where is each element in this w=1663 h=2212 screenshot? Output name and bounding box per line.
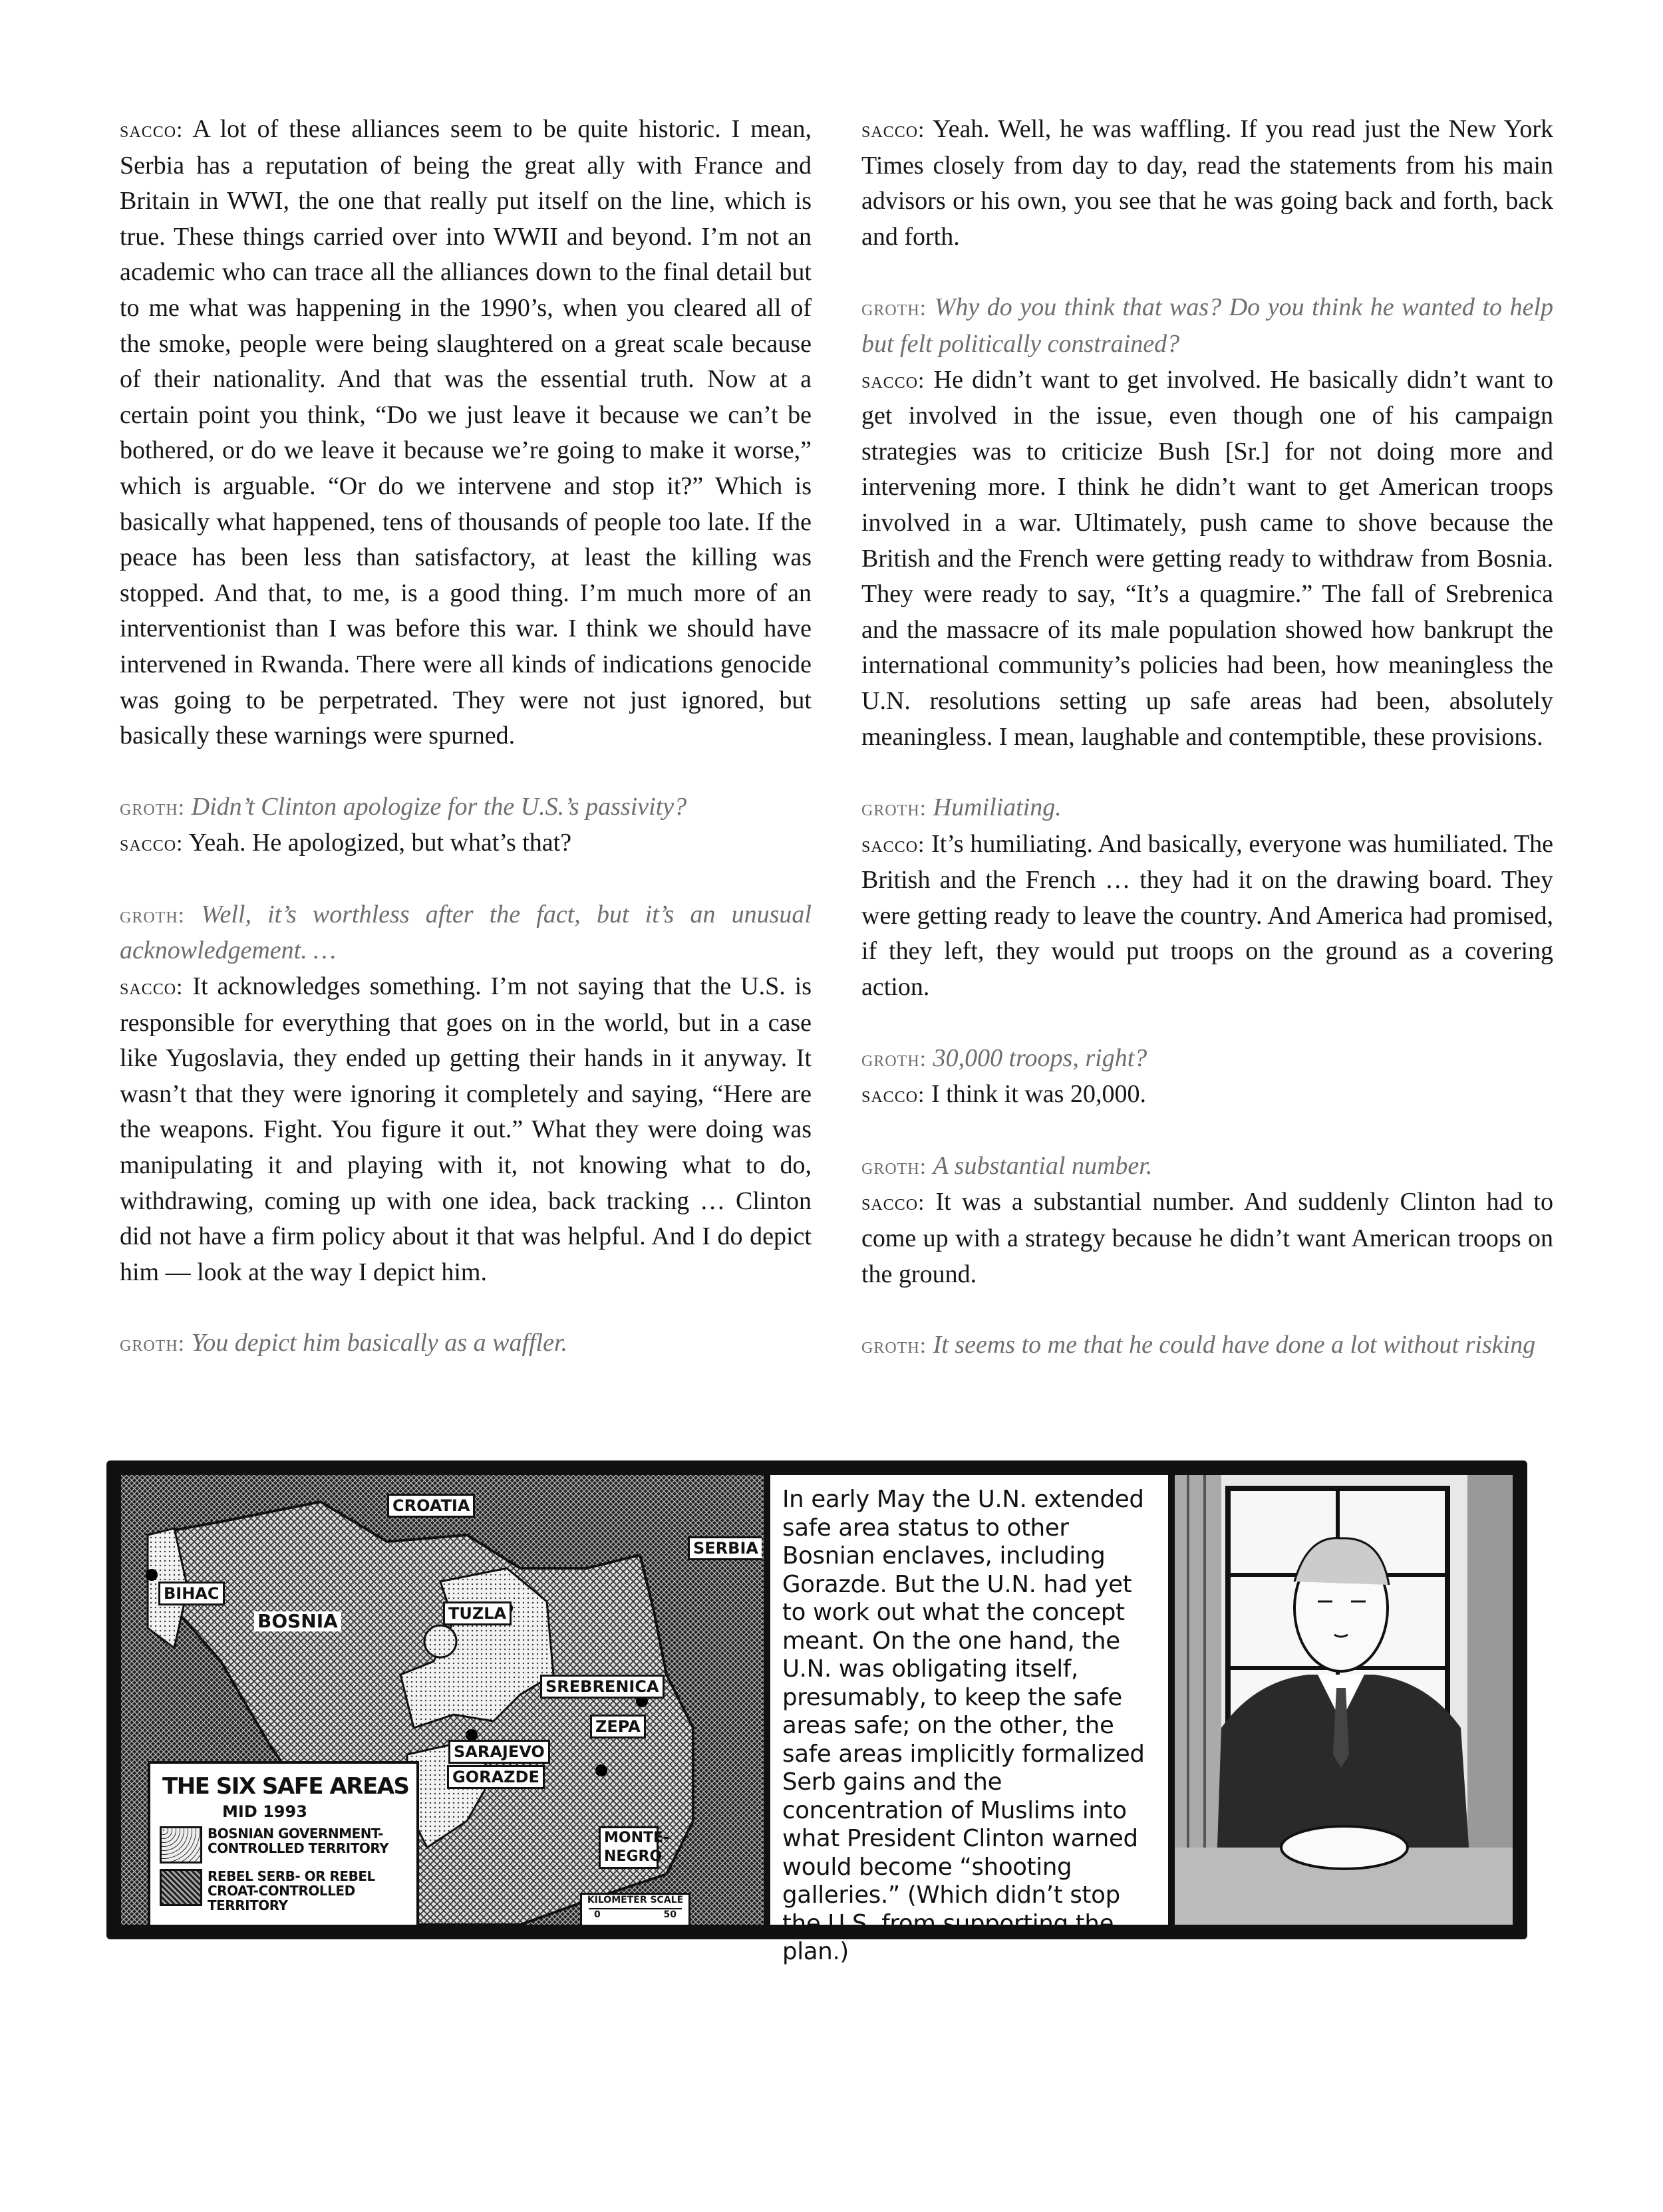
speaker-label: sacco:: [120, 831, 184, 857]
map-label-montenegro: MONTE-NEGRO: [599, 1826, 659, 1869]
paragraph-text: Well, it’s worthless after the fact, but it’s an unusual acknowledgement. …: [120, 900, 812, 965]
paragraph-text: Humiliating.: [933, 793, 1062, 822]
scale-min: 0: [594, 1909, 601, 1920]
city-zepa: ZEPA: [590, 1715, 646, 1738]
right-text-column: [861, 112, 1553, 1399]
paragraph-text: I think it was 20,000.: [931, 1080, 1146, 1109]
groth-paragraph: [861, 290, 1553, 362]
paragraph-text: You depict him basically as a waffler.: [191, 1329, 568, 1357]
paragraph-text: Why do you think that was? Do you think he wanted to help but felt politically constrained?: [861, 293, 1554, 358]
sacco-paragraph: [120, 112, 812, 754]
speaker-label: groth:: [861, 796, 927, 821]
speaker-label: groth:: [861, 1046, 927, 1071]
groth-paragraph: [120, 789, 812, 826]
groth-paragraph: [120, 1325, 812, 1362]
president-illustration: [1175, 1475, 1513, 1925]
map-label-serbia: SERBIA: [688, 1536, 762, 1560]
comic-caption-box: [770, 1475, 1168, 1965]
city-gorazde: GORAZDE: [447, 1765, 545, 1789]
paragraph-text: Yeah. Well, he was waffling. If you read just the New York Times closely from day to day, read the statements from his main advisors or his own, you see that he was going back and forth, back and forth.: [861, 115, 1554, 251]
city-srebrenica: SREBRENICA: [540, 1675, 665, 1699]
legend-swatch-rebel: [160, 1869, 202, 1906]
paragraph-text: A substantial number.: [933, 1151, 1153, 1180]
clinton-portrait: [1175, 1475, 1513, 1925]
scale-label: KILOMETER SCALE: [587, 1895, 684, 1905]
bosnia-map: [121, 1475, 764, 1925]
city-sarajevo: SARAJEVO: [448, 1740, 550, 1764]
speaker-label: sacco:: [861, 832, 925, 857]
sacco-paragraph: [120, 825, 812, 862]
speaker-label: sacco:: [120, 975, 184, 1000]
paragraph-text: He didn’t want to get involved. He basically didn’t want to get involved in the issue, even though one of his campaign strategies was to criticize Bush [Sr.] for not doing more and intervening more. I think he didn’t want to get American troops involved in a war. Ultimately, push came to shove because the British and the French were getting ready to withdraw from Bosnia. They were ready to say, “It’s a quagmire.” The fall of Srebrenica and the massacre of its male population showed how bankrupt the international community’s policies had been, how meaningless the U.N. resolutions setting up safe areas had been, absolutely meaningless. I mean, laughable and contemptible, these provisions.: [861, 365, 1554, 751]
speaker-label: groth:: [120, 795, 186, 820]
sacco-paragraph: [120, 969, 812, 1290]
map-label-bosnia: BOSNIA: [254, 1611, 341, 1631]
map-legend: [148, 1761, 419, 1925]
scale-max: 50: [663, 1909, 677, 1920]
speaker-label: sacco:: [861, 1190, 925, 1216]
groth-paragraph: [861, 790, 1553, 827]
sacco-paragraph: [861, 362, 1553, 756]
speaker-label: groth:: [861, 296, 927, 321]
paragraph-text: It was a substantial number. And suddenly Clinton had to come up with a strategy because he didn’t want American troops on the ground.: [861, 1188, 1553, 1288]
speaker-label: sacco:: [861, 368, 925, 393]
paragraph-text: It acknowledges something. I’m not saying that the U.S. is responsible for everything that goes on in the world, but in a case like Yugoslavia, they ended up getting their hands in it anyway. It wasn’t that they were ignoring it completely and saying, “Here are the weapons. Fight. You figure it out.” What they were doing was manipulating it and playing with it, not knowing what to do, withdrawing, coming up with one idea, back tracking … Clinton did not have a firm policy about it that was helpful. And I do depict him — look at the way I depict him.: [120, 972, 812, 1286]
groth-paragraph: [861, 1327, 1553, 1364]
groth-paragraph: [120, 897, 812, 969]
sacco-paragraph: [861, 112, 1553, 255]
groth-paragraph: [861, 1041, 1553, 1077]
speaker-label: sacco:: [861, 1083, 925, 1108]
speaker-label: groth:: [861, 1333, 927, 1359]
kilometer-scale: [580, 1893, 690, 1925]
groth-paragraph: [861, 1149, 1553, 1185]
left-text-column: [120, 112, 812, 1397]
paragraph-text: It seems to me that he could have done a lot without risking: [933, 1331, 1536, 1359]
city-bihac: BIHAC: [158, 1582, 225, 1605]
legend-item-rebel: REBEL SERB- OR REBEL CROAT-CONTROLLED TERRITORY: [208, 1868, 375, 1913]
paragraph-text: Didn’t Clinton apologize for the U.S.’s passivity?: [191, 792, 687, 821]
legend-subtitle: MID 1993: [222, 1802, 307, 1821]
paragraph-text: It’s humiliating. And basically, everyone was humiliated. The British and the French … they had it on the drawing board. They were getting ready to leave the country. And America had promised, if they left, they would put troops on the ground as a covering action.: [861, 829, 1554, 1002]
paragraph-text: A lot of these alliances seem to be quite historic. I mean, Serbia has a reputation of being the great ally with France and Britain in WWI, the one that really put itself on the line, which is true. These things carried over into WWII and beyond. I’m not an academic who can trace all the alliances down to the final detail but to me what was happening in the 1990’s, when you cleared all of the smoke, people were being slaughtered on a great scale because of their nationality. And that was the essential truth. Now at a certain point you think, “Do we just leave it because we can’t be bothered, or do we leave it because we’re going to make it worse,” which is arguable. “Or do we intervene and stop it?” Which is basically what happened, tens of thousands of people too late. If the peace has been less than satisfactory, at least the killing was stopped. And that, to me, is a good thing. I’m much more of an interventionist than I was before this war. I think we should have intervened in Rwanda. There were all kinds of indications genocide was going to be perpetrated. They were not just ignored, but basically these warnings were spurned.: [120, 115, 812, 750]
city-tuzla: TUZLA: [443, 1601, 512, 1625]
map-label-croatia: CROATIA: [387, 1494, 475, 1518]
legend-item-government: BOSNIAN GOVERNMENT-CONTROLLED TERRITORY: [208, 1826, 389, 1856]
speaker-label: groth:: [861, 1154, 927, 1179]
sacco-paragraph: [861, 1184, 1553, 1292]
paragraph-text: Yeah. He apologized, but what’s that?: [188, 829, 572, 857]
speaker-label: groth:: [120, 1331, 186, 1357]
speaker-label: groth:: [120, 902, 186, 928]
speaker-label: sacco:: [120, 118, 184, 142]
comic-panel: [106, 1460, 1527, 1965]
legend-swatch-government: [160, 1826, 202, 1864]
paragraph-text: 30,000 troops, right?: [933, 1043, 1147, 1072]
speaker-label: sacco:: [861, 118, 925, 142]
comic-caption-text: In early May the U.N. extended safe area status to other Bosnian enclaves, including Gorazde. But the U.N. had yet to work out what the concept meant. On the one hand, the U.N. was obligating itself, presumably, to keep the safe areas safe; on the other, the safe areas implicitly formalized Serb gains and the concentration of Muslims into what President Clinton warned would become “shooting galleries.” (Which didn’t stop the U.S. from supporting the plan.): [782, 1486, 1145, 1965]
legend-title: THE SIX SAFE AREAS: [162, 1773, 409, 1800]
sacco-paragraph: [861, 1077, 1553, 1113]
sacco-paragraph: [861, 827, 1553, 1006]
